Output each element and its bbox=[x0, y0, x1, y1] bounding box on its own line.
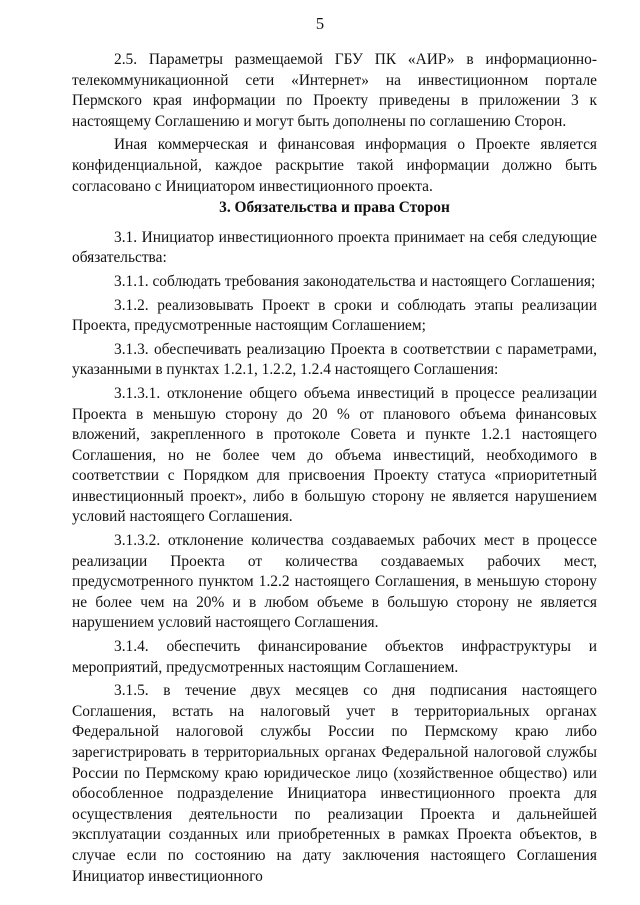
paragraph-3-1-1: 3.1.1. соблюдать требования законодательства и настоящего Соглашения; bbox=[114, 272, 596, 290]
document-body bbox=[72, 50, 597, 887]
paragraph-3-1-3-1: 3.1.3.1. отклонение общего объема инвестиций в процессе реализации Проекта в меньшую сторону до 20 % от планового объема финансовых вложений, закрепленного в протоколе Совета и пункте 1.2.1 настоящего Соглашения, но не более чем до объема инвестиций, необходимого в соответствии с Порядком для присвоения Проекту статуса «приоритетный инвестиционный проект», либо в большую сторону не является нарушением условий настоящего Соглашения. bbox=[72, 384, 597, 526]
paragraph-3-1: 3.1. Инициатор инвестиционного проекта принимает на себя следующие обязательства: bbox=[72, 228, 597, 267]
section-heading-3: 3. Обязательства и права Сторон bbox=[219, 199, 450, 217]
page-number: 5 bbox=[315, 14, 325, 33]
paragraph-3-1-2: 3.1.2. реализовывать Проект в сроки и соблюдать этапы реализации Проекта, предусмотренные настоящим Соглашением; bbox=[72, 296, 597, 335]
paragraph-3-1-3: 3.1.3. обеспечивать реализацию Проекта в соответствии с параметрами, указанными в пунктах 1.2.1, 1.2.2, 1.2.4 настоящего Соглашения: bbox=[72, 340, 597, 379]
paragraph-3-1-4: 3.1.4. обеспечить финансирование объектов инфраструктуры и мероприятий, предусмотренных настоящим Соглашением. bbox=[72, 638, 597, 676]
paragraph-confidential-info: Иная коммерческая и финансовая информация о Проекте является конфиденциальной, каждое раскрытие такой информации должно быть согласовано с Инициатором инвестиционного проекта. bbox=[72, 136, 597, 195]
paragraph-2-5: 2.5. Параметры размещаемой ГБУ ПК «АИР» в информационно-телекоммуникационной сети «Интернет» на инвестиционном портале Пермского края информации по Проекту приведены в приложении 3 к настоящему Соглашению и могут быть дополнены по соглашению Сторон. bbox=[72, 51, 597, 130]
paragraph-3-1-5: 3.1.5. в течение двух месяцев со дня подписания настоящего Соглашения, встать на налоговый учет в территориальных органах Федеральной налоговой службы России по Пермскому краю либо зарегистрировать в территориальных органах Федеральной налоговой службы России по Пермскому краю юридическое лицо (хозяйственное общество) или обособленное подразделение Инициатора инвестиционного проекта для осуществления деятельности по реализации Проекта и дальнейшей эксплуатации созданных или приобретенных в рамках Проекта объектов, в случае если по состоянию на дату заключения настоящего Соглашения Инициатор инвестиционного bbox=[72, 682, 597, 885]
paragraph-3-1-3-2: 3.1.3.2. отклонение количества создаваемых рабочих мест в процессе реализации Проекта от количества создаваемых рабочих мест, предусмотренного пунктом 1.2.2 настоящего Соглашения, в меньшую сторону не более чем на 20% и в любом объеме в большую сторону не является нарушением условий настоящего Соглашения. bbox=[72, 532, 597, 632]
